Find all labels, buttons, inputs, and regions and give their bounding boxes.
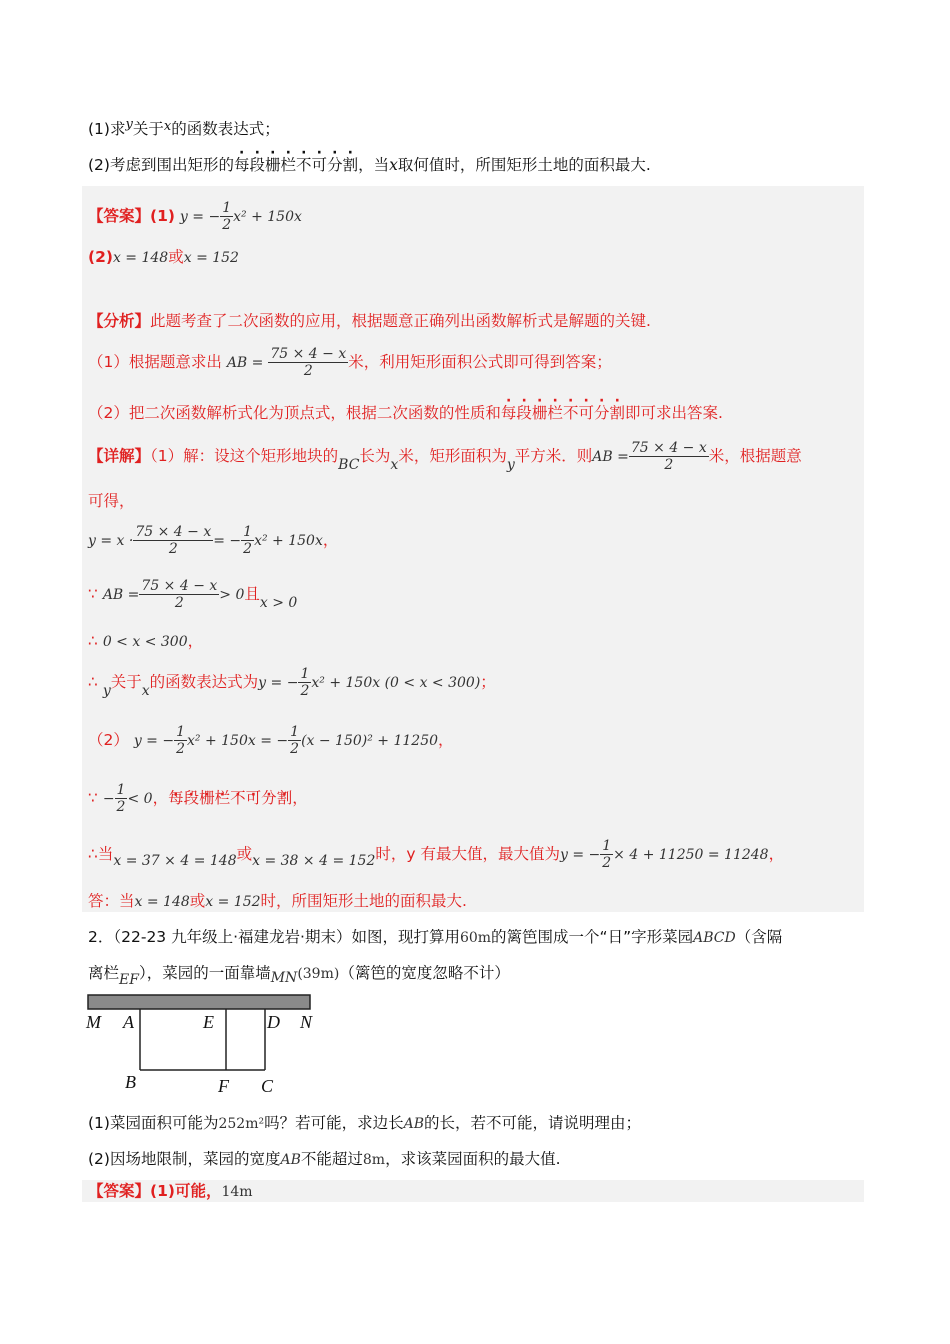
- q2-mid: 的篱笆围成一个“日”字形菜园: [491, 928, 694, 946]
- s2-tail: 即可求出答案.: [625, 404, 723, 422]
- sq2-tail: ，求该菜园面积的最大值.: [385, 1150, 561, 1168]
- d1-mid2: 米，矩形面积为: [398, 447, 507, 465]
- sq1-ab: AB: [403, 1116, 424, 1132]
- because-symbol: ∵: [88, 585, 98, 603]
- answer-line-1: [88, 200, 302, 233]
- frac-den: 2: [222, 217, 232, 233]
- because-symbol: ∵: [88, 789, 98, 807]
- wall: [88, 995, 310, 1009]
- so1-comma: ，: [187, 632, 204, 650]
- d1-tail: 米，根据题意: [708, 447, 802, 465]
- frac-den: 2: [303, 363, 313, 379]
- when-line: [88, 834, 784, 875]
- s1-math: AB =: [226, 355, 264, 371]
- s1-tail: 米，利用矩形面积公式即可得到答案；: [348, 353, 612, 371]
- d1-x: x: [390, 457, 399, 473]
- analysis-step-1: [88, 342, 612, 383]
- because1-frac: [139, 578, 219, 611]
- frac-den: 2: [168, 541, 178, 557]
- frac-num: 1: [602, 838, 612, 854]
- question-1: [88, 118, 280, 142]
- q2-line2-head: 离栏: [88, 964, 120, 982]
- sq2-ab: AB: [280, 1152, 301, 1168]
- b2-minus: −: [102, 791, 115, 807]
- eq1-comma: ，: [322, 531, 339, 549]
- label-e: E: [203, 1012, 214, 1032]
- emphasis-char: 可: [578, 404, 594, 422]
- frac-num: 75 × 4 − x: [270, 346, 347, 362]
- frac-den: 2: [176, 741, 186, 757]
- label-m: M: [86, 1012, 101, 1032]
- b2-emphasis: [168, 789, 292, 807]
- q2-line2-tail: （篱笆的宽度忽略不计）: [339, 964, 510, 982]
- emphasis-char: 每: [233, 156, 250, 174]
- p2-comma: ，: [438, 731, 454, 749]
- b2-tail: ，: [292, 789, 308, 807]
- frac-num: 1: [222, 200, 232, 216]
- b2-frac: [115, 782, 128, 815]
- emphasis-char: 可: [311, 156, 328, 174]
- answer-1-prefix: (1): [150, 207, 175, 225]
- label-d: D: [267, 1012, 280, 1032]
- answer-2-prefix: (2): [88, 248, 113, 266]
- frac-num: 1: [116, 782, 126, 798]
- final-or: 或: [189, 892, 206, 910]
- label-c: C: [261, 1076, 274, 1096]
- when-m2: x = 38 × 4 = 152: [252, 853, 376, 869]
- q2-mn: MN: [270, 970, 298, 986]
- emphasis-char: 每: [500, 404, 517, 422]
- label-f: F: [218, 1076, 229, 1096]
- analysis-text: 此题考查了二次函数的应用，根据题意正确列出函数解析式是解题的关键.: [150, 312, 651, 330]
- frac-num: 75 × 4 − x: [135, 524, 212, 540]
- emphasis-char: 不: [562, 404, 579, 422]
- q2-answer-text: (1)可能，: [150, 1182, 222, 1200]
- sq1-area: 252m²: [218, 1116, 265, 1132]
- p2-frac2: [288, 724, 301, 757]
- so2-semi: ；: [480, 673, 496, 691]
- emphasis-char: 栏: [280, 156, 297, 174]
- sq2-mid: 不能超过: [300, 1150, 363, 1168]
- emphasis-char: 栅: [265, 156, 281, 174]
- emphasis-char: 割: [609, 404, 625, 422]
- because-line-1: [88, 574, 297, 615]
- q1-text: (1)求: [88, 120, 126, 138]
- answer-label: 【答案】: [88, 207, 151, 225]
- emphasis-char: 不: [296, 156, 312, 174]
- part2-line: [88, 720, 454, 761]
- when-frac: [600, 838, 613, 871]
- q2-stem-line-2: [88, 962, 510, 988]
- when-or: 或: [236, 845, 253, 863]
- emphasis-char: 栏: [547, 404, 563, 422]
- s2-head: （2）把二次函数解析式化为顶点式，根据二次函数的性质和: [88, 404, 501, 422]
- frac-den: 2: [290, 741, 300, 757]
- emphasis-char: 段 ·: [184, 789, 200, 807]
- d1-ab: AB =: [592, 449, 629, 465]
- answer-1-rhs: x² + 150x: [233, 209, 302, 225]
- emphasis-char: 可 ·: [246, 789, 262, 807]
- detail-label: 【详解】: [88, 447, 151, 465]
- so2-math-r: x² + 150x (0 < x < 300): [311, 675, 481, 691]
- p2-math-c: (x − 150)² + 11250: [301, 733, 439, 749]
- sq2-head: (2)因场地限制，菜园的宽度: [88, 1150, 281, 1168]
- when-head: ∴当: [88, 845, 114, 863]
- sq1-mid: 吗？若可能，求边长: [264, 1114, 404, 1132]
- emphasis-char: 分: [327, 156, 343, 174]
- so2-mid2: 的函数表达式为: [149, 673, 259, 691]
- emphasis-char: 割: [342, 156, 359, 174]
- q2-line2-mid: ），菜园的一面靠墙: [138, 964, 271, 982]
- label-a: A: [123, 1012, 134, 1032]
- q2-sub-2: [88, 1148, 561, 1171]
- analysis-label: 【分析】: [88, 312, 151, 330]
- final-head: 答：当: [88, 892, 135, 910]
- b2-lt: < 0: [127, 791, 153, 807]
- eq1-frac2: [241, 524, 254, 557]
- eq1-rhs: x² + 150x: [254, 533, 323, 549]
- so2-frac: [298, 666, 311, 699]
- s1-frac: [268, 346, 348, 379]
- q1-y: y: [125, 117, 133, 132]
- emphasis-char: 分: [593, 404, 610, 422]
- frac-num: 1: [176, 724, 186, 740]
- equation-1: [88, 520, 338, 561]
- sq2-length: 8m: [362, 1152, 386, 1168]
- therefore-symbol: ∴: [88, 632, 98, 650]
- so-line-2: [88, 662, 496, 703]
- s1-head: （1）根据题意求出: [88, 353, 222, 371]
- q2-x: x: [389, 156, 398, 174]
- detail-line-1: [88, 436, 802, 477]
- d1-frac: [629, 440, 709, 473]
- frac-num: 75 × 4 − x: [141, 578, 218, 594]
- so-line-1: [88, 630, 203, 653]
- because1-and: 且: [244, 585, 260, 603]
- emphasis-char: 分 ·: [261, 789, 277, 807]
- emphasis-char: 栅 ·: [199, 789, 215, 807]
- answer-2-or: 或: [168, 248, 184, 266]
- because-line-2: [88, 778, 308, 819]
- answer-1-frac: [220, 200, 233, 233]
- so2-math-l: y = −: [258, 675, 299, 691]
- q2-wall-length: (39m): [297, 966, 340, 982]
- q2-length: 60m: [459, 930, 492, 946]
- when-comma: ，: [768, 845, 785, 863]
- d1-mid3: 平方米．则: [514, 447, 593, 465]
- d1-head: （1）解：设这个矩形地块的: [150, 447, 339, 465]
- q2-tail: 取何值时，所围矩形土地的面积最大.: [397, 156, 651, 174]
- p2-math-a: y = −: [133, 733, 175, 749]
- because1-x: x > 0: [259, 595, 298, 611]
- emphasis-char: 段: [516, 404, 532, 422]
- final-m2: x = 152: [205, 894, 261, 910]
- q2-abcd: ABCD: [693, 930, 736, 946]
- p2-frac1: [174, 724, 187, 757]
- emphasis-char: 栏 ·: [215, 789, 231, 807]
- when-m3r: × 4 + 11250 = 11248: [613, 847, 769, 863]
- so2-y: y: [102, 683, 111, 699]
- analysis-step-2: [88, 402, 723, 424]
- q2-stem-line-1: [88, 926, 782, 949]
- answer-2-m2: x = 152: [183, 250, 239, 266]
- so2-mid: 关于: [110, 673, 142, 691]
- frac-num: 1: [243, 524, 253, 540]
- when-m3l: y = −: [559, 847, 601, 863]
- sq1-tail: 的长，若不可能，请说明理由；: [424, 1114, 642, 1132]
- frac-den: 2: [116, 799, 126, 815]
- because1-gt: > 0: [219, 587, 245, 603]
- garden-figure: [82, 992, 332, 1098]
- final-m1: x = 148: [134, 894, 190, 910]
- eq1-frac: [133, 524, 213, 557]
- emphasis-char: 割 ·: [277, 789, 293, 807]
- detail-line-2: [88, 490, 135, 512]
- frac-den: 2: [243, 541, 253, 557]
- so1-math: 0 < x < 300: [102, 634, 188, 650]
- when-m1: x = 37 × 4 = 148: [113, 853, 237, 869]
- final-answer-line: [88, 890, 467, 913]
- q2-answer-line: [88, 1180, 253, 1203]
- frac-den: 2: [300, 683, 310, 699]
- answer-1-lhs: y = −: [179, 209, 221, 225]
- q1-mid: 关于: [132, 120, 164, 138]
- frac-den: 2: [664, 457, 674, 473]
- d1-mid1: 长为: [359, 447, 391, 465]
- frac-den: 2: [174, 595, 184, 611]
- q2-answer-label: 【答案】: [88, 1182, 151, 1200]
- final-tail: 时，所围矩形土地的面积最大.: [260, 892, 467, 910]
- d1-bc: BC: [338, 457, 360, 473]
- answer-2-m1: x = 148: [112, 250, 169, 266]
- because1-ab: AB =: [102, 587, 140, 603]
- analysis-line: [88, 310, 651, 332]
- eq1-lhs: y = x ·: [88, 533, 134, 549]
- q2-source: （22-23 九年级上·福建龙岩·期末）如图，现打算用: [113, 928, 460, 946]
- q2-sub-1: [88, 1112, 641, 1135]
- p2-label: （2）: [88, 731, 129, 749]
- q2-emphasis: [234, 156, 358, 174]
- so2-x: x: [141, 683, 150, 699]
- q1-x: x: [163, 119, 172, 134]
- d1-line2: 可得，: [88, 492, 135, 510]
- emphasis-char: 段: [249, 156, 265, 174]
- q2-tail: （含隔: [735, 928, 783, 946]
- b2-comma: ，: [152, 789, 169, 807]
- eq1-mid: = −: [213, 533, 242, 549]
- frac-num: 1: [290, 724, 300, 740]
- frac-num: 75 × 4 − x: [630, 440, 707, 456]
- q2-head: (2)考虑到围出矩形的: [88, 156, 234, 174]
- label-n: N: [300, 1012, 313, 1032]
- label-b: B: [125, 1072, 136, 1092]
- emphasis-char: 每 ·: [168, 789, 184, 807]
- frac-num: 1: [300, 666, 310, 682]
- p2-math-b: x² + 150x = −: [187, 733, 289, 749]
- question-2: [88, 154, 651, 176]
- sq1-head: (1)菜园面积可能为: [88, 1114, 219, 1132]
- answer-line-2: [88, 246, 239, 269]
- q2-answer-value: 14m: [221, 1184, 253, 1200]
- q2-number: 2．: [88, 928, 114, 946]
- s2-emphasis: [501, 404, 625, 422]
- d1-y: y: [506, 457, 515, 473]
- frac-den: 2: [602, 855, 612, 871]
- emphasis-char: 栅: [531, 404, 548, 422]
- q2-ef: EF: [119, 972, 139, 988]
- q1-tail: 的函数表达式；: [171, 120, 280, 138]
- emphasis-char: 不 ·: [230, 789, 246, 807]
- when-mid: 时，y 有最大值，最大值为: [375, 845, 560, 863]
- q2-mid: ，当: [358, 156, 390, 174]
- therefore-symbol: ∴: [88, 673, 98, 691]
